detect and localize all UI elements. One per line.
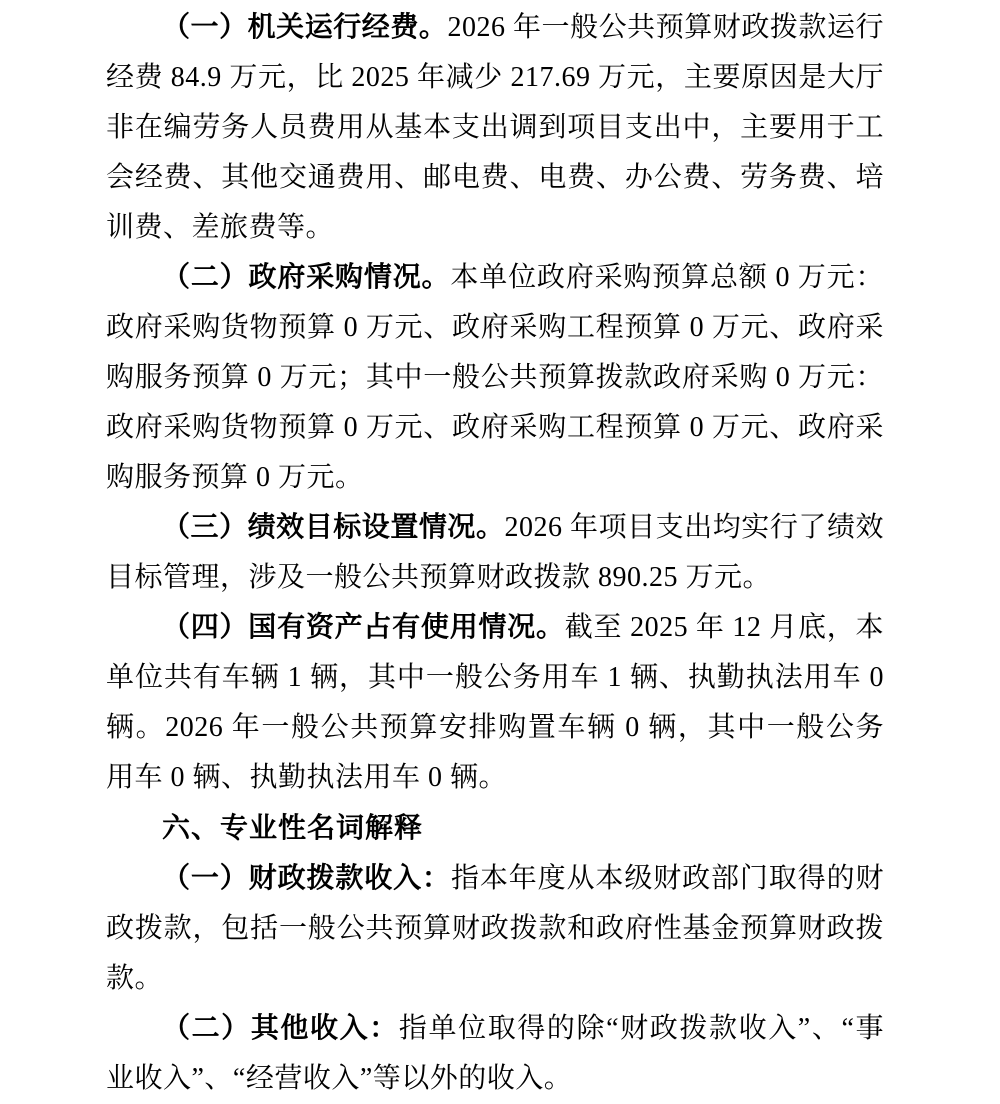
paragraph-text: 截至 2025 年 12 月底，本单位共有车辆 1 辆，其中一般公务用车 1 辆、执勤执法用车 0 辆。2026 年一般公共预算安排购置车辆 0 辆，其中一般公务用车 0 辆、执勤执法用车 0 辆。 (106, 612, 884, 793)
paragraph-lead: （三）绩效目标设置情况。 (162, 512, 505, 543)
paragraph-lead: （一）财政拨款收入： (162, 863, 451, 894)
paragraph (106, 854, 884, 1004)
document-body (106, 3, 884, 1104)
paragraph-lead: 六、专业性名词解释 (162, 812, 424, 843)
paragraph-text: 2026 年项目支出均实行了绩效目标管理，涉及一般公共预算财政拨款 890.25 万元。 (106, 512, 884, 593)
section-heading (106, 803, 884, 854)
paragraph-text: 本单位政府采购预算总额 0 万元：政府采购货物预算 0 万元、政府采购工程预算 0 万元、政府采购服务预算 0 万元；其中一般公共预算拨款政府采购 0 万元：政府采购货物预算 0 万元、政府采购工程预算 0 万元、政府采购服务预算 0 万元。 (106, 262, 884, 493)
paragraph (106, 1004, 884, 1104)
paragraph (106, 253, 884, 503)
paragraph (106, 503, 884, 603)
paragraph-lead: （四）国有资产占有使用情况。 (162, 612, 565, 643)
paragraph (106, 3, 884, 253)
paragraph-text: 指单位取得的除“财政拨款收入”、“事业收入”、“经营收入”等以外的收入。 (106, 1013, 884, 1094)
paragraph-lead: （二）政府采购情况。 (162, 262, 451, 293)
paragraph-lead: （一）机关运行经费。 (162, 12, 448, 43)
paragraph-text: 2026 年一般公共预算财政拨款运行经费 84.9 万元，比 2025 年减少 217.69 万元，主要原因是大厅非在编劳务人员费用从基本支出调到项目支出中，主要用于工会经费、其他交通费用、邮电费、电费、办公费、劳务费、培训费、差旅费等。 (106, 12, 884, 243)
paragraph (106, 603, 884, 803)
paragraph-lead: （二）其他收入： (162, 1013, 399, 1044)
paragraph-text: 指本年度从本级财政部门取得的财政拨款，包括一般公共预算财政拨款和政府性基金预算财政拨款。 (106, 863, 884, 994)
